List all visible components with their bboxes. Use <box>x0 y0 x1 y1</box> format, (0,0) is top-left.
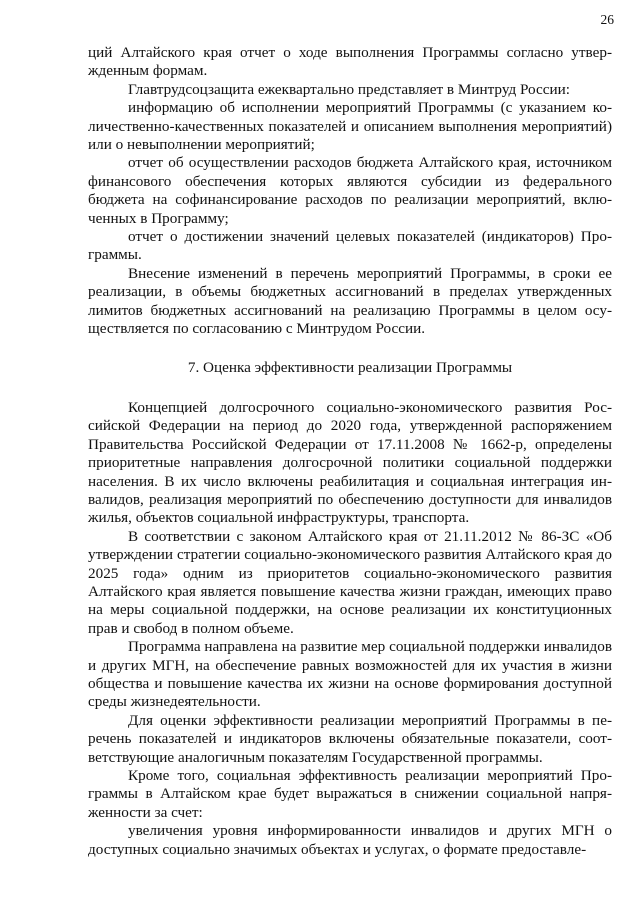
document-body <box>88 44 612 859</box>
page-number: 26 <box>600 12 614 27</box>
paragraph: отчет об осуществлении расходов бюджета Алтайского края, источником финансового обеспечения которых являются субсидии из федерального бюджета на софинансирование расходов по реализации мероприятий, включенных в Программу; <box>88 154 612 227</box>
paragraph: ций Алтайского края отчет о ходе выполнения Программы согласно утвержденным формам. <box>88 44 612 80</box>
paragraph: Программа направлена на развитие мер социальной поддержки инвалидов и других МГН, на обеспечение равных возможностей для их участия в жизни общества и повышение качества их жизни на основе формирования доступной среды жизнедеятельности. <box>88 638 612 711</box>
section-title: 7. Оценка эффективности реализации Программы <box>187 358 513 376</box>
paragraph: Концепцией долгосрочного социально-экономического развития Российской Федерации на период до 2020 года, утвержденной распоряжением Правительства Российской Федерации от 17.11.2008 № 1662-р, определены приоритетные направления долгосрочной политики социальной поддержки населения. В их число включены реабилитация и социальная интеграция инвалидов, реализация мероприятий по обеспечению доступности для инвалидов жилья, объектов социальной инфраструктуры, транспорта. <box>88 398 612 527</box>
paragraph: увеличения уровня информированности инвалидов и других МГН о доступных социально значимых объектах и услугах, о формате предоставле- <box>88 822 612 858</box>
paragraph: Внесение изменений в перечень мероприятий Программы, в сроки ее реализации, в объемы бюджетных ассигнований в пределах утвержденных лимитов бюджетных ассигнований на реализацию Программы в целом осуществляется по согласованию с Минтрудом России. <box>88 264 612 338</box>
paragraphs-after <box>88 399 612 859</box>
paragraph: Главтрудсоцзащита ежеквартально представляет в Минтруд России: <box>128 80 570 98</box>
paragraph: отчет о достижении значений целевых показателей (индикаторов) Программы. <box>88 228 612 264</box>
paragraph: В соответствии с законом Алтайского края от 21.11.2012 № 86-ЗС «Об утверждении стратегии социально-экономического развития Алтайского края до 2025 года» одним из приоритетов социально-экономического развития Алтайского края является повышение качества жизни граждан, имеющих право на меры социальной поддержки, на основе реализации их конституционных прав и свобод в полном объеме. <box>88 527 612 637</box>
paragraph: Кроме того, социальная эффективность реализации мероприятий Программы в Алтайском крае будет выражаться в снижении социальной напряженности за счет: <box>88 767 612 821</box>
paragraph: информацию об исполнении мероприятий Программы (с указанием количественно-качественных показателей и описанием выполнения мероприятий) или о невыполнении мероприятий; <box>88 99 612 154</box>
paragraphs-before <box>88 44 612 339</box>
paragraph: Для оценки эффективности реализации мероприятий Программы в перечень показателей и индикаторов включены обязательные показатели, соответствующие аналогичным показателям Государственной программы. <box>88 711 612 766</box>
